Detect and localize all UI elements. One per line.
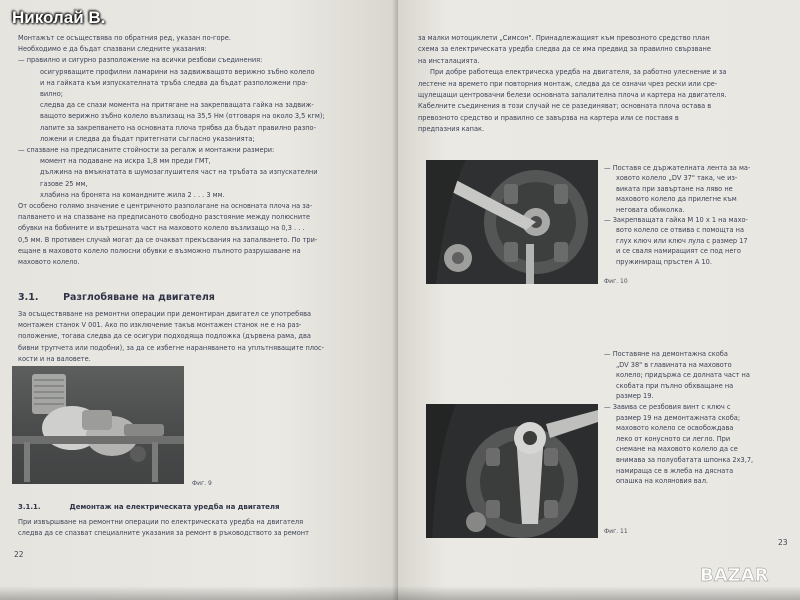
text-line: При добре работеща електрическа уредба на двигателя, за работно улеснение и за [430, 68, 727, 77]
text-line: превозното средство и правилно се завързва на картера или се поставя в [418, 113, 679, 122]
text-line: вилно; [40, 90, 63, 98]
text-line: глух ключ или ключ лула с размер 17 [616, 236, 748, 245]
text-line: Необходимо е да бъдат спазвани следните указания: [18, 45, 207, 54]
text-line: положение, тогава следва да се осигури подходяща подложка (дървена рама, два [18, 332, 311, 341]
text-line: предпазния капак. [418, 125, 485, 134]
page-number-left: 22 [14, 550, 24, 559]
text-line: и се сваля намиращият се под него [616, 247, 741, 256]
text-line: хлабина на бронята на командните жила 2 . . . 3 мм. [40, 190, 225, 199]
text-line: лестене на времето при повторния монтаж, следва да се означи чрез рески или сре- [418, 79, 718, 88]
text-line: за малки мотоциклети „Симсон". Принадлежащият към превозното средство план [418, 34, 710, 42]
text-line: схема за електрическата уредба следва да се има предвид за правилно свързване [418, 45, 711, 54]
figure-9-photo [12, 366, 184, 484]
text-line: на инсталацията. [418, 56, 480, 65]
text-line: ложени и следва да бъдат притегнати съгласно указанията; [40, 134, 255, 143]
text-line: „DV 38" в главината на маховото [616, 360, 732, 369]
text-line: палването и на спазване на предписаното свободно разстояние между полюсните [18, 213, 311, 222]
subsection-number: 3.1.1. [18, 503, 41, 511]
text-line: — спазване на предписаните стойности за регалж и монтажни размери: [18, 146, 275, 154]
text-line: колело; придържа се долната част на [616, 371, 750, 380]
figure-10-photo [426, 160, 598, 284]
text-line: осигуряващите профилни ламарини на задвижващото верижно зъбно колело [40, 67, 315, 76]
text-line: дължина на вмъкнатата в шумозаглушителя част на тръбата за изпускателни [40, 168, 318, 177]
text-line: При извършване на ремонтни операции по електрическата уредба на двигателя [18, 518, 304, 526]
text-line: кости и на валовете. [18, 354, 91, 363]
figure-11-photo [426, 404, 598, 538]
text-line: — Завива се резбовия винт с ключ с [604, 403, 731, 411]
text-line: момент на подаване на искра 1,8 мм преди ГМТ, [40, 157, 211, 166]
text-line: Кабелните съединения в този случай не се разединяват; основната плоча остава в [418, 102, 712, 111]
figure-10-caption: Фиг. 10 [604, 278, 628, 285]
text-line: внимава за полуобатата шпонка 2x3,7, [616, 456, 754, 464]
text-line: следва да се спазват специалните указания за ремонт в ръководството за ремонт [18, 529, 309, 538]
text-line: опашка на коляновия вал. [616, 477, 709, 486]
text-line: За осъществяване на ремонтни операции при демонтиран двигател се употребява [18, 310, 312, 318]
figure-11-caption: Фиг. 11 [604, 528, 628, 535]
text-line: ховото колело „DV 37" така, че из- [616, 174, 738, 183]
text-line: бивни трупчета или подобни), за да се избегне нараняването на уплътняващите плос- [18, 343, 325, 352]
text-line: вото колело се отвива с помощта на [616, 226, 744, 235]
text-line: маховото колело. [18, 258, 80, 266]
subsection-title: Демонтаж на електрическата уредба на двигателя [69, 503, 280, 511]
text-line: щулещащи центровачни белези основната запалителна плоча и картера на двигателя. [418, 91, 727, 99]
text-line: виката при завъртане на ляво не [616, 184, 733, 193]
text-line: 0,5 мм. В противен случай могат да се очакват прекъсвания на запалването. По три- [18, 235, 318, 244]
bazar-logo [700, 562, 786, 592]
text-line: скобата при пълно обхващане на [616, 381, 734, 390]
subsection-heading [18, 503, 280, 511]
text-line: монтажен станок V 001. Ако по изключение такъв монтажен станок не е на раз- [18, 321, 302, 330]
text-line: размер 19 на демонтажната скоба; [616, 413, 741, 422]
text-line: ващото верижно зъбно колело възлизащ на 35,5 Нм (отговаря на около 3,5 кгм); [40, 112, 325, 121]
text-line: От особено голямо значение е центричното разполагане на основната плоча на за- [18, 202, 313, 210]
text-line: газове 25 мм, [40, 179, 88, 188]
text-line: — Закрепващата гайка M 10 x 1 на махо- [604, 216, 748, 224]
text-line: неговата обиколка. [616, 205, 685, 214]
text-line: лапите за закрепването на основната плоча трябва да бъдат правилно разпо- [40, 123, 316, 132]
text-line: — правилно и сигурно разположение на всички резбови съединения: [18, 56, 263, 65]
text-line: следва да се спази момента на притягане на закрепващата гайка на задвиж- [40, 101, 314, 110]
text-line: ещане в маховото колело полюсни обувки е възможно пълното разрушаване на [18, 246, 301, 255]
text-line: обувки на бобините и вътрешната част на маховото колело възлизащо на 0,3 . . . [18, 224, 305, 233]
text-line: Монтажът се осъществява по обратния ред, указан по-горе. [18, 34, 231, 42]
right-page [398, 0, 800, 600]
text-line: — Поставяне на демонтажна скоба [604, 350, 728, 358]
text-line: размер 19. [616, 392, 654, 401]
text-line: — Поставя се държателната лента за ма- [604, 164, 751, 172]
section-heading [18, 292, 215, 303]
left-page [0, 0, 398, 600]
text-line: и на гайката към изпускателната тръба следва да бъдат разположени пра- [40, 78, 308, 87]
text-line: намираща се в жлеба на дясната [616, 466, 734, 475]
section-number: 3.1. [18, 292, 39, 303]
bottom-shadow [0, 586, 800, 600]
seller-watermark: Николай В. [12, 8, 106, 27]
text-line: маховото колело да прилегне към [616, 195, 737, 204]
text-line: леко от конусното си легло. При [616, 434, 731, 443]
text-line: пружиниращ пръстен A 10. [616, 257, 712, 266]
text-line: маховото колело се освобождава [616, 424, 734, 433]
bazar-logo-text: BAZAR [700, 565, 769, 586]
figure-9-caption: Фиг. 9 [192, 480, 212, 487]
section-title: Разглобяване на двигателя [63, 292, 215, 303]
text-line: снемане на маховото колело да се [616, 445, 738, 454]
page-number-right: 23 [778, 538, 788, 547]
